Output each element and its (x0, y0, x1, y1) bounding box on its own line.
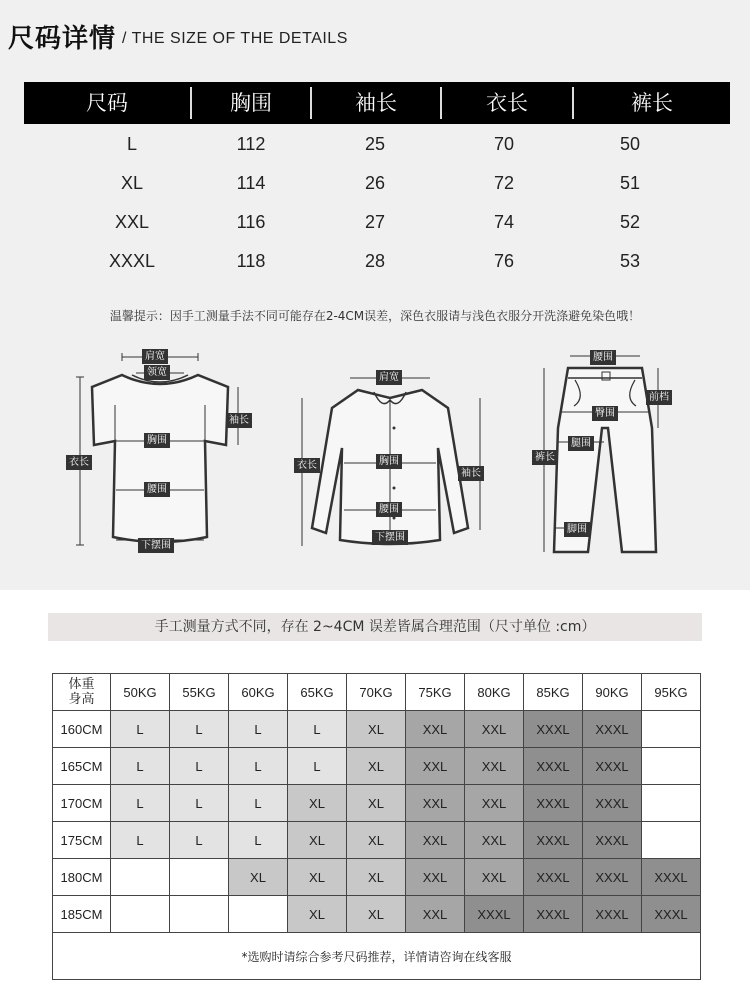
size-recommendation-cell: XL (347, 785, 406, 822)
page-title: 尺码详情 (8, 24, 117, 54)
length-cell: 72 (493, 173, 515, 193)
size-recommendation-cell: XXXL (465, 896, 524, 933)
size-recommendation-cell (642, 822, 701, 859)
size-recommendation-cell (642, 785, 701, 822)
chest-label: 胸围 (376, 454, 402, 469)
column-header-chest: 胸围 (230, 91, 272, 115)
size-recommendation-cell: XXXL (524, 748, 583, 785)
size-recommendation-cell: L (229, 711, 288, 748)
shoulder-width-label: 肩宽 (376, 370, 402, 385)
height-cell: 170CM (53, 785, 111, 822)
sleeve-cell: 27 (364, 212, 386, 232)
height-cell: 165CM (53, 748, 111, 785)
pants-length-cell: 51 (619, 173, 641, 193)
front-rise-label: 前档 (646, 390, 672, 405)
size-recommendation-cell: L (111, 822, 170, 859)
sleeve-cell: 26 (364, 173, 386, 193)
weight-header-cell: 70KG (347, 674, 406, 711)
table-row (53, 822, 701, 859)
length-cell: 74 (493, 212, 515, 232)
weight-header-row (53, 674, 701, 711)
care-tip: 温馨提示：因手工测量手法不同可能存在2-4CM误差，深色衣服请与浅色衣服分开洗涤避免染色哦！ (109, 309, 641, 323)
size-recommendation-cell (229, 896, 288, 933)
hip-label: 臀围 (592, 406, 618, 421)
table-row (53, 748, 701, 785)
size-recommendation-cell: XXXL (524, 859, 583, 896)
size-recommendation-cell: XXXL (524, 822, 583, 859)
size-recommendation-cell: XL (347, 896, 406, 933)
size-recommendation-cell: XXXL (642, 896, 701, 933)
chest-cell: 116 (236, 212, 266, 232)
waist-label: 腰围 (590, 350, 616, 365)
height-cell: 160CM (53, 711, 111, 748)
size-recommendation-cell: XL (347, 748, 406, 785)
weight-header-cell: 90KG (583, 674, 642, 711)
size-recommendation-cell: XL (229, 859, 288, 896)
size-recommendation-cell: XL (347, 859, 406, 896)
table-row (53, 711, 701, 748)
table-row (53, 859, 701, 896)
size-recommendation-cell: L (170, 748, 229, 785)
size-recommendation-cell: L (229, 785, 288, 822)
sleeve-length-label: 袖长 (458, 466, 484, 481)
sleeve-cell: 28 (364, 251, 386, 271)
size-recommendation-cell: XL (288, 785, 347, 822)
pants-length-label: 裤长 (532, 450, 558, 465)
height-axis-label: 身高 (68, 692, 95, 707)
thigh-label: 腿围 (568, 436, 594, 451)
shirt-diagram (290, 368, 490, 553)
pants-diagram (530, 348, 680, 558)
height-cell: 185CM (53, 896, 111, 933)
size-recommendation-cell: L (111, 711, 170, 748)
size-recommendation-cell (111, 896, 170, 933)
chest-cell: 112 (236, 134, 266, 154)
size-recommendation-cell: XXXL (583, 748, 642, 785)
size-recommendation-table (52, 673, 701, 980)
size-recommendation-cell: XXXL (524, 896, 583, 933)
body-length-label: 衣长 (66, 455, 92, 470)
size-recommendation-cell: L (170, 711, 229, 748)
measurement-note-banner: 手工测量方式不同，存在 2~4CM 误差皆属合理范围（尺寸单位 :cm） (48, 613, 702, 641)
pants-length-cell: 50 (619, 134, 641, 154)
column-header-length: 衣长 (486, 91, 528, 115)
size-recommendation-cell: XXXL (583, 711, 642, 748)
size-recommendation-cell: XXXL (524, 785, 583, 822)
size-recommendation-cell: XXL (406, 785, 465, 822)
size-recommendation-cell: L (111, 748, 170, 785)
size-recommendation-cell: XL (347, 711, 406, 748)
size-recommendation-cell: XXXL (583, 822, 642, 859)
size-recommendation-cell: XXXL (524, 711, 583, 748)
weight-header-cell: 95KG (642, 674, 701, 711)
size-recommendation-cell: XXL (406, 748, 465, 785)
size-recommendation-cell (111, 859, 170, 896)
size-recommendation-cell: XXL (465, 748, 524, 785)
collar-width-label: 领宽 (144, 365, 170, 380)
size-recommendation-cell: XL (288, 896, 347, 933)
chest-cell: 114 (236, 173, 266, 193)
weight-header-cell: 75KG (406, 674, 465, 711)
shoulder-width-label: 肩宽 (142, 349, 168, 364)
chest-label: 胸围 (144, 433, 170, 448)
waist-label: 腰围 (376, 502, 402, 517)
note-row (53, 933, 701, 980)
size-recommendation-cell: XXXL (583, 859, 642, 896)
body-length-label: 衣长 (294, 458, 320, 473)
size-recommendation-cell: L (288, 711, 347, 748)
height-cell: 175CM (53, 822, 111, 859)
size-cell: L (126, 134, 137, 154)
size-recommendation-cell: L (229, 748, 288, 785)
size-recommendation-cell: XXL (465, 711, 524, 748)
size-recommendation-cell: XXL (406, 822, 465, 859)
weight-header-cell: 50KG (111, 674, 170, 711)
size-recommendation-cell: L (229, 822, 288, 859)
size-recommendation-cell: XL (288, 859, 347, 896)
weight-header-cell: 80KG (465, 674, 524, 711)
size-recommendation-cell (170, 896, 229, 933)
size-recommendation-cell (170, 859, 229, 896)
size-cell: XXL (114, 212, 150, 232)
chest-cell: 118 (236, 251, 266, 271)
size-recommendation-cell: XXL (406, 896, 465, 933)
column-header-pants-length: 裤长 (631, 91, 673, 115)
length-cell: 70 (493, 134, 515, 154)
weight-header-cell: 65KG (288, 674, 347, 711)
waist-label: 腰围 (144, 482, 170, 497)
size-recommendation-cell: XXXL (583, 785, 642, 822)
size-recommendation-cell: XL (288, 822, 347, 859)
weight-header-cell: 60KG (229, 674, 288, 711)
sleeve-length-label: 袖长 (226, 413, 252, 428)
tshirt-diagram (60, 345, 260, 560)
weight-axis-label: 体重 (68, 677, 95, 692)
hem-label: 下摆围 (138, 538, 174, 553)
purchase-note: *选购时请综合参考尺码推荐，详情请咨询在线客服 (53, 933, 701, 980)
table-row (53, 896, 701, 933)
weight-header-cell: 85KG (524, 674, 583, 711)
weight-header-cell: 55KG (170, 674, 229, 711)
size-cell: XL (120, 173, 144, 193)
size-recommendation-cell: L (111, 785, 170, 822)
size-recommendation-cell: L (170, 785, 229, 822)
size-cell: XXXL (108, 251, 156, 271)
height-cell: 180CM (53, 859, 111, 896)
pants-length-cell: 52 (619, 212, 641, 232)
size-recommendation-cell: XXL (465, 822, 524, 859)
page-subtitle: / THE SIZE OF THE DETAILS (122, 30, 348, 47)
leg-opening-label: 脚围 (564, 522, 590, 537)
pants-length-cell: 53 (619, 251, 641, 271)
hem-label: 下摆围 (372, 530, 408, 545)
size-recommendation-cell: XXL (406, 711, 465, 748)
size-recommendation-cell: XXXL (642, 859, 701, 896)
size-recommendation-cell: XXXL (583, 896, 642, 933)
length-cell: 76 (493, 251, 515, 271)
size-recommendation-cell: XXL (465, 859, 524, 896)
column-header-size: 尺码 (86, 91, 128, 115)
size-recommendation-cell: L (170, 822, 229, 859)
column-header-sleeve: 袖长 (355, 91, 397, 115)
sleeve-cell: 25 (364, 134, 386, 154)
size-recommendation-cell: XXL (465, 785, 524, 822)
size-table-header (24, 82, 730, 124)
size-recommendation-cell: XXL (406, 859, 465, 896)
size-recommendation-cell: L (288, 748, 347, 785)
table-corner (53, 674, 111, 711)
size-recommendation-cell: XL (347, 822, 406, 859)
table-row (53, 785, 701, 822)
size-recommendation-cell (642, 711, 701, 748)
size-recommendation-cell (642, 748, 701, 785)
